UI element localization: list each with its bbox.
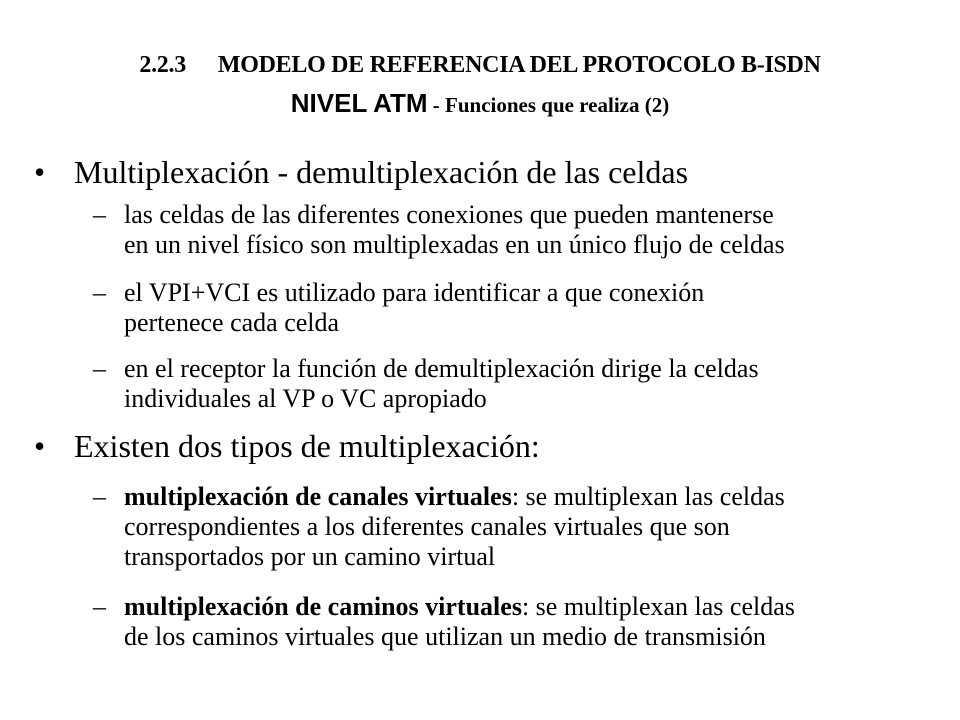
term-description: : se multiplexan las celdas: [521, 592, 795, 621]
sub-item-line: pertenece cada celda: [124, 308, 340, 337]
term-description: : se multiplexan las celdas: [511, 482, 785, 511]
sub-item-line: las celdas de las diferentes conexiones que pueden mantenerse: [124, 200, 774, 229]
dash-icon: –: [93, 482, 106, 511]
dash-icon: –: [93, 200, 106, 229]
term-bold: multiplexación de caminos virtuales: [124, 592, 522, 621]
term-bold: multiplexación de canales virtuales: [124, 482, 512, 511]
sub-item-line: en un nivel físico son multiplexadas en un único flujo de celdas: [124, 230, 785, 259]
bullet-text: Existen dos tipos de multiplexación:: [74, 428, 540, 464]
dash-icon: –: [93, 278, 106, 307]
bullet-text: Multiplexación - demultiplexación de las celdas: [74, 154, 689, 190]
bullet-icon: •: [34, 428, 46, 464]
section-title: MODELO DE REFERENCIA DEL PROTOCOLO B-ISDN: [217, 52, 821, 78]
bullet-icon: •: [34, 154, 46, 190]
subtitle-main: NIVEL ATM: [290, 88, 428, 118]
sub-item-line: en el receptor la función de demultiplexación dirige la celdas: [124, 354, 759, 383]
sub-item-line: transportados por un camino virtual: [124, 542, 496, 571]
section-number: 2.2.3: [139, 52, 186, 78]
subtitle-detail: - Funciones que realiza (2): [427, 93, 670, 117]
dash-icon: –: [93, 592, 106, 621]
sub-item-line: correspondientes a los diferentes canales virtuales que son: [124, 512, 730, 541]
sub-item-line: de los caminos virtuales que utilizan un medio de transmisión: [124, 622, 766, 651]
sub-item-line: el VPI+VCI es utilizado para identificar a que conexión: [124, 278, 705, 307]
dash-icon: –: [93, 354, 106, 383]
sub-item-line: individuales al VP o VC apropiado: [124, 384, 487, 413]
